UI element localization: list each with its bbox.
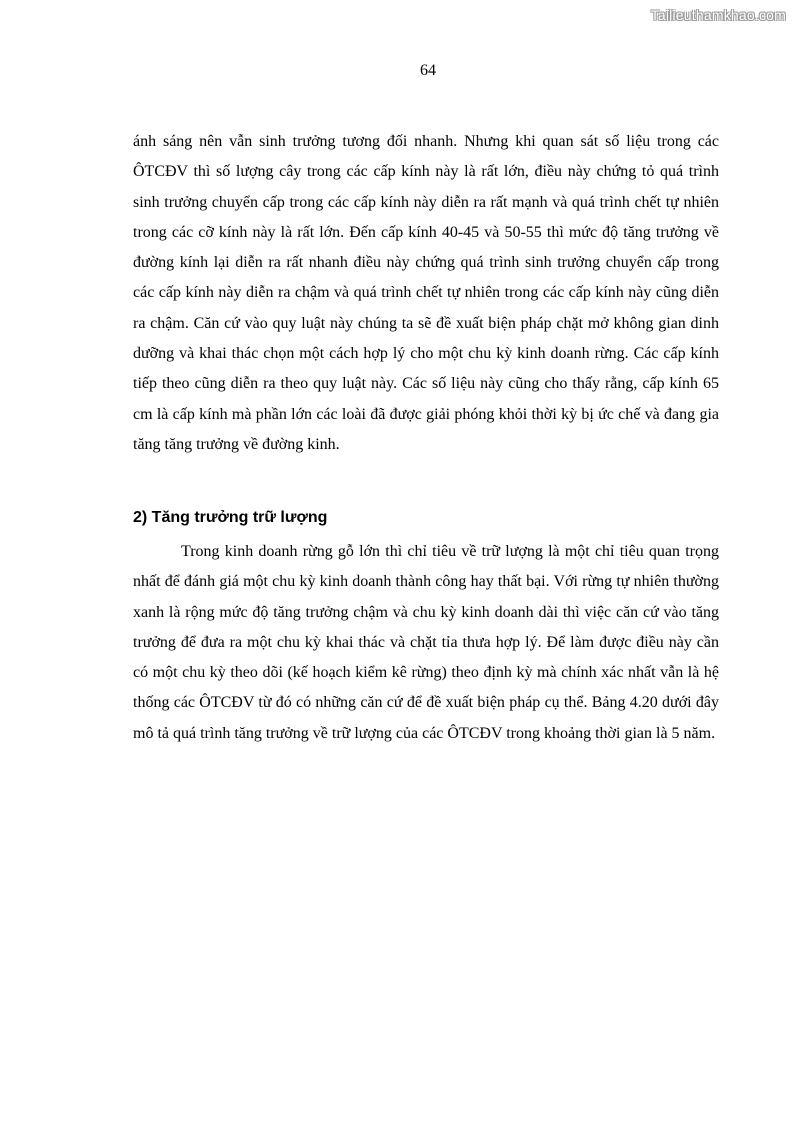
body-paragraph-1	[133, 127, 719, 460]
paragraph-text: ánh sáng nên vẫn sinh trưởng tương đối nhanh. Nhưng khi quan sát số liệu trong các ÔTCĐV thì số lượng cây trong các cấp kính này là rất lớn, điều này chứng tỏ quá trình sinh trưởng chuyển cấp trong các cấp kính này diễn ra rất mạnh và quá trình chết tự nhiên trong các cỡ kính này là rất lớn. Đến cấp kính 40-45 và 50-55 thì mức độ tăng trưởng về đường kính lại diễn ra rất nhanh điều này chứng quá trình sinh trưởng chuyển cấp trong các cấp kính này diễn ra chậm và quá trình chết tự nhiên trong các cấp kính này cũng diễn ra chậm. Căn cứ vào quy luật này chúng ta sẽ đề xuất biện pháp chặt mở không gian dinh dưỡng và khai thác chọn một cách hợp lý cho một chu kỳ kinh doanh rừng. Các cấp kính tiếp theo cũng diễn ra theo quy luật này. Các số liệu này cũng cho thấy rằng, cấp kính 65 cm là cấp kính mà phần lớn các loài đã được giải phóng khỏi thời kỳ bị ức chế và đang gia tăng tăng trưởng về đường kinh.	[133, 133, 719, 453]
body-paragraph-2	[133, 537, 719, 749]
watermark: Tailieuthamkhao.com	[650, 7, 786, 23]
page-number: 64	[420, 62, 436, 79]
paragraph-text: Trong kinh doanh rừng gỗ lớn thì chỉ tiêu về trữ lượng là một chỉ tiêu quan trọng nhất để đánh giá một chu kỳ kinh doanh thành công hay thất bại. Với rừng tự nhiên thường xanh là rộng mức độ tăng trưởng chậm và chu kỳ kinh doanh dài thì việc căn cứ vào tăng trưởng để đưa ra một chu kỳ khai thác và chặt tỉa thưa hợp lý. Để làm được điều này cần có một chu kỳ theo dõi (kế hoạch kiểm kê rừng) theo định kỳ mà chính xác nhất vẫn là hệ thống các ÔTCĐV từ đó có những căn cứ để đề xuất biện pháp cụ thể. Bảng 4.20 dưới đây mô tả quá trình tăng trưởng về trữ lượng của các ÔTCĐV trong khoảng thời gian là 5 năm.	[133, 543, 719, 742]
section-heading: 2) Tăng trưởng trữ lượng	[133, 509, 328, 526]
